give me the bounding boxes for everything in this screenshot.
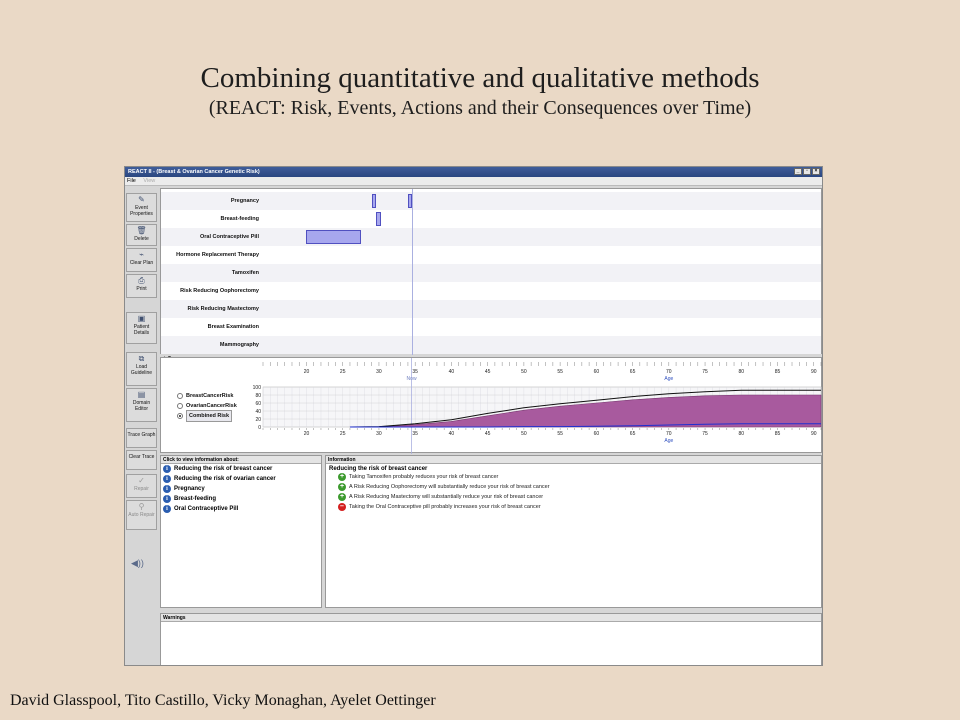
x-tick-label: 50 (521, 431, 527, 437)
menu-file[interactable]: File (127, 178, 136, 184)
x-tick-label: 85 (774, 431, 781, 437)
radio-breast[interactable] (177, 393, 183, 399)
timeline-event[interactable] (372, 194, 376, 208)
patient-details-button[interactable] (126, 312, 157, 344)
print-button[interactable] (126, 274, 157, 298)
risk-option-breast-label: BreastCancerRisk (186, 393, 234, 399)
topic-label: Pregnancy (174, 486, 205, 492)
plan-timeline[interactable] (160, 188, 822, 354)
domain-editor-label: Domain Editor (132, 400, 151, 412)
plus-icon: + (339, 493, 345, 500)
timeline-row-label: Tamoxifen (231, 270, 259, 276)
print-label: Print (136, 286, 147, 292)
timeline-row[interactable] (161, 210, 821, 228)
information-title: Reducing the risk of breast cancer (329, 466, 428, 472)
x-tick-label: 70 (666, 431, 672, 437)
clear-trace-label: Clear Trace (128, 454, 155, 460)
x-tick-label: 85 (774, 369, 781, 375)
minus-icon: – (338, 503, 346, 511)
x-tick-label: 55 (557, 431, 563, 437)
x-tick-label: 65 (629, 431, 636, 437)
wrench-icon: ✓ (138, 476, 145, 485)
now-marker-line (412, 189, 413, 355)
person-card-icon: ▣ (137, 314, 146, 323)
x-tick-label: 75 (702, 369, 708, 375)
risk-option-breast[interactable] (177, 391, 237, 401)
x-tick-label: 40 (448, 369, 455, 375)
x-tick-label: 60 (593, 369, 600, 375)
timeline-row[interactable] (161, 282, 821, 300)
information-text: A Risk Reducing Mastectomy will substantially reduce your risk of breast cancer (349, 494, 544, 500)
information-text: Taking Tamoxifen probably reduces your risk of breast cancer (349, 474, 499, 480)
x-tick-label: 30 (376, 431, 382, 437)
risk-chart (161, 358, 823, 454)
timeline-row-label: Risk Reducing Oophorectomy (180, 288, 259, 294)
x-tick-label: 75 (702, 431, 708, 437)
window-titlebar (125, 167, 822, 177)
timeline-row-label: Breast-feeding (220, 216, 259, 222)
event-properties-label: Event Properties (130, 205, 153, 217)
risk-type-options (177, 391, 237, 421)
auto-repair-label: Auto Repair (128, 512, 155, 518)
x-tick-label: 45 (484, 369, 491, 375)
topics-list (161, 464, 321, 514)
timeline-row-label: Hormone Replacement Therapy (176, 252, 259, 258)
trash-icon: 🗑 (136, 226, 147, 235)
topic-label: Oral Contraceptive Pill (174, 506, 239, 512)
information-header: Information (326, 456, 821, 464)
information-panel (325, 455, 822, 608)
x-axis-label: Age (664, 376, 674, 382)
x-axis-label: Age (664, 438, 674, 444)
radio-combined[interactable] (177, 413, 183, 419)
patient-details-label: Patient Details (133, 324, 150, 336)
clear-plan-button[interactable] (126, 248, 157, 272)
x-tick-label: 35 (412, 369, 418, 375)
pencil-icon: ✎ (138, 195, 145, 204)
slide-title: Combining quantitative and qualitative methods (200, 62, 760, 94)
y-tick-label: 40 (255, 409, 261, 415)
trace-graph-button[interactable] (126, 428, 157, 448)
speaker-icon[interactable]: ◀)) (131, 558, 144, 568)
event-properties-button[interactable] (126, 193, 157, 222)
load-guideline-label: Load Guideline (130, 364, 153, 376)
information-line (326, 472, 821, 482)
risk-graph-panel (160, 357, 822, 453)
radio-ovarian[interactable] (177, 403, 183, 409)
load-icon: ⧉ (138, 354, 145, 363)
slide-authors: David Glasspool, Tito Castillo, Vicky Monaghan, Ayelet Oettinger (10, 692, 436, 709)
x-tick-label: 30 (376, 369, 382, 375)
y-tick-label: 100 (252, 385, 261, 391)
risk-option-combined-label: Combined Risk (186, 410, 232, 422)
topic-item[interactable] (161, 474, 321, 484)
x-tick-label: 90 (810, 369, 817, 375)
timeline-row[interactable] (161, 246, 821, 264)
maximize-button[interactable]: ▫ (803, 168, 811, 175)
warnings-header: Warnings (161, 614, 821, 622)
topic-label: Reducing the risk of ovarian cancer (174, 476, 276, 482)
printer-icon: ⎙ (138, 276, 145, 285)
trace-graph-label: Trace Graph (127, 432, 156, 438)
timeline-row-label: Mammography (219, 342, 259, 348)
risk-option-combined[interactable] (177, 411, 237, 421)
timeline-row[interactable] (161, 300, 821, 318)
y-tick-label: 20 (255, 417, 261, 423)
delete-label: Delete (134, 236, 149, 242)
slide-subtitle: (REACT: Risk, Events, Actions and their Consequences over Time) (208, 97, 752, 119)
info-icon: i (163, 495, 171, 503)
menubar (125, 177, 822, 186)
x-tick-label: 35 (412, 431, 418, 437)
x-tick-label: 20 (303, 431, 310, 437)
x-tick-label: 65 (629, 369, 636, 375)
topics-panel (160, 455, 322, 608)
x-tick-label: 45 (484, 431, 491, 437)
timeline-event[interactable] (306, 230, 360, 244)
plus-icon: + (339, 483, 345, 490)
x-tick-label: 40 (448, 431, 455, 437)
x-tick-label: 25 (339, 431, 346, 437)
timeline-row[interactable] (161, 228, 821, 246)
timeline-row[interactable] (161, 336, 821, 354)
topic-label: Reducing the risk of breast cancer (174, 466, 273, 472)
x-tick-label: 70 (666, 369, 672, 375)
topic-item[interactable] (161, 464, 321, 474)
info-icon: i (163, 475, 171, 483)
menu-view[interactable]: View (143, 178, 156, 184)
clear-plan-label: Clear Plan (129, 260, 154, 266)
x-tick-label: 55 (557, 369, 563, 375)
document-icon: ▤ (137, 390, 146, 399)
information-text: Taking the Oral Contraceptive pill probably increases your risk of breast cancer (349, 504, 541, 510)
x-tick-label: 90 (810, 431, 817, 437)
timeline-row-label: Oral Contraceptive Pill (200, 234, 259, 240)
plus-icon: + (339, 473, 345, 480)
timeline-row-label: Pregnancy (230, 198, 259, 204)
y-tick-label: 0 (258, 425, 261, 431)
topic-label: Breast-feeding (174, 496, 217, 502)
y-tick-label: 80 (255, 393, 261, 399)
x-tick-label: 80 (738, 369, 745, 375)
topic-item[interactable] (161, 484, 321, 494)
information-line (326, 492, 821, 502)
x-tick-label: 60 (593, 431, 600, 437)
info-icon: i (163, 505, 171, 513)
x-tick-label: 25 (339, 369, 346, 375)
information-line (326, 482, 821, 492)
load-guideline-button[interactable] (126, 352, 157, 386)
broom-icon: ⌁ (139, 250, 144, 259)
timeline-row[interactable] (161, 318, 821, 336)
minimize-button[interactable]: _ (794, 168, 802, 175)
repair-label: Repair (134, 486, 149, 492)
window-title: REACT II - (Breast & Ovarian Cancer Genetic Risk) (128, 169, 260, 175)
x-tick-label: 20 (303, 369, 310, 375)
timeline-row-label: Breast Examination (207, 324, 259, 330)
topic-item[interactable] (161, 494, 321, 504)
timeline-row[interactable] (161, 264, 821, 282)
domain-editor-button[interactable] (126, 388, 157, 422)
information-text: A Risk Reducing Oophorectomy will substantially reduce your risk of breast cancer (349, 484, 550, 490)
repair-button[interactable] (126, 474, 157, 498)
clear-trace-button[interactable] (126, 450, 157, 470)
info-icon: i (163, 485, 171, 493)
auto-repair-button[interactable] (126, 500, 157, 530)
timeline-row[interactable] (161, 192, 821, 210)
timeline-row-label: Risk Reducing Mastectomy (187, 306, 259, 312)
topics-header: Click to view information about: (161, 456, 321, 464)
y-tick-label: 60 (255, 401, 261, 407)
information-lines (326, 472, 821, 512)
auto-repair-icon: ⚲ (138, 502, 145, 511)
delete-button[interactable] (126, 224, 157, 246)
close-button[interactable]: × (812, 168, 820, 175)
warnings-panel (160, 613, 822, 666)
info-icon: i (163, 465, 171, 473)
now-label: Now (406, 376, 417, 382)
timeline-event[interactable] (376, 212, 381, 226)
risk-option-ovarian-label: OvarianCancerRisk (186, 403, 237, 409)
react-app-window (124, 166, 823, 666)
topic-item[interactable] (161, 504, 321, 514)
x-tick-label: 80 (738, 431, 745, 437)
x-tick-label: 50 (521, 369, 527, 375)
information-line (326, 502, 821, 512)
toolbar (125, 188, 158, 588)
